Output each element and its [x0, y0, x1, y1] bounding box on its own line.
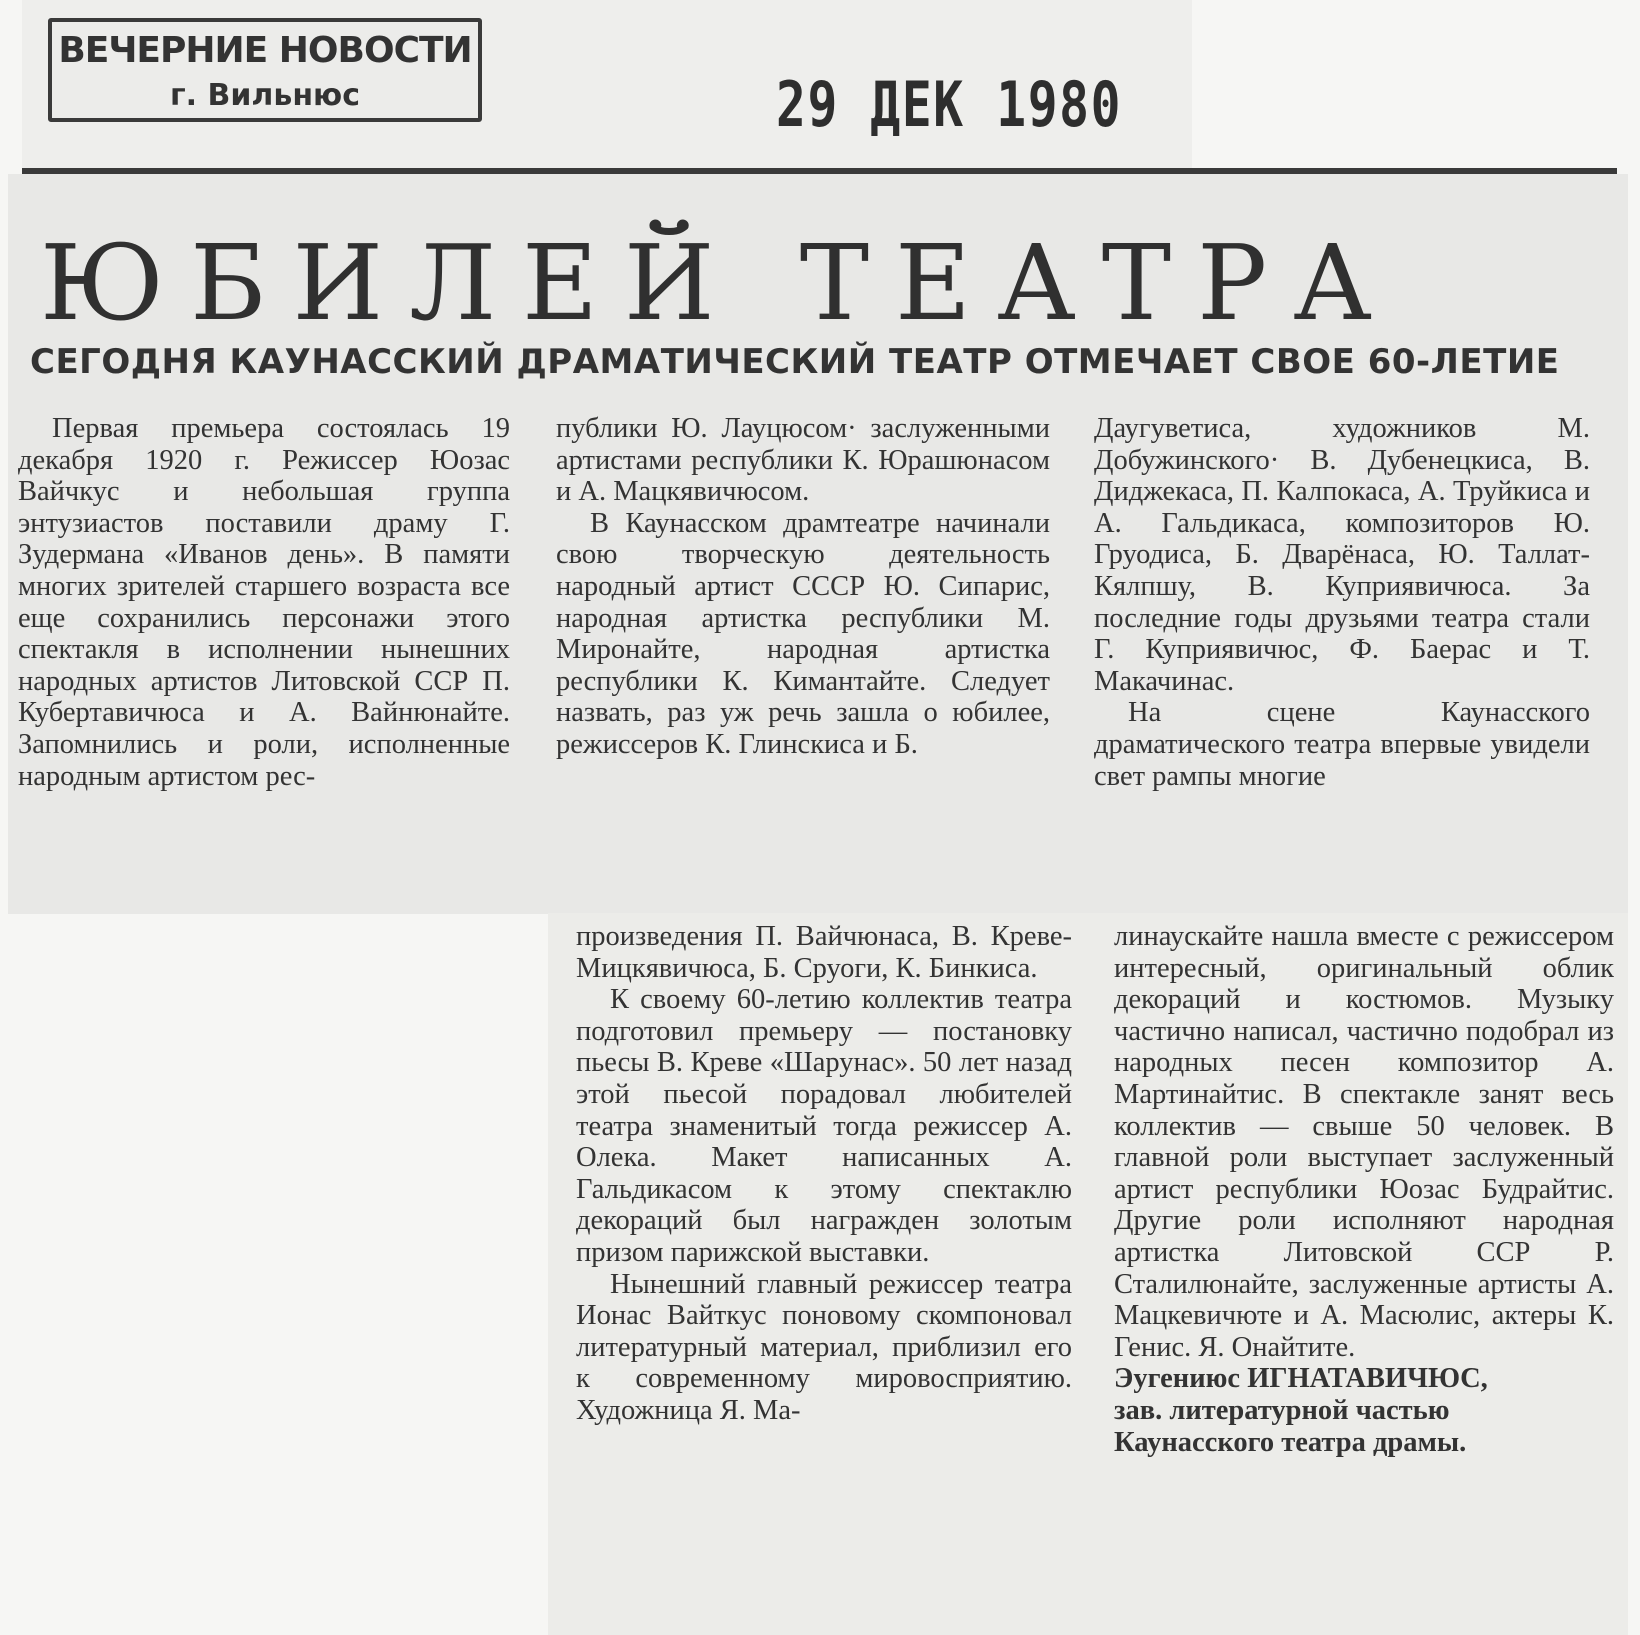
- article-column-3: [1094, 413, 1590, 792]
- author-signature: [1114, 1363, 1614, 1458]
- author-position: зав. литературной частью: [1114, 1394, 1450, 1426]
- paragraph: К своему 60-летию коллектив театра подготовил премьеру — постановку пьесы В. Креве «Шарунас». 50 лет назад этой пьесой порадовал любителей театра знаменитый тогда режиссер А. Олека. Макет написанных А. Гальдикасом к этому спектаклю декораций был награжден золотым призом парижской выставки.: [576, 984, 1072, 1268]
- paragraph: На сцене Каунасского драматического театра впервые увидели свет рампы многие: [1094, 697, 1590, 792]
- article-column-5: [1114, 921, 1614, 1458]
- date-stamp: 29 ДЕК 1980: [776, 68, 1123, 141]
- author-name: Эугениюс ИГНАТАВИЧЮС,: [1114, 1363, 1488, 1395]
- article-column-4: [576, 921, 1072, 1427]
- stamp-city: г. Вильнюс: [169, 78, 361, 113]
- newspaper-stamp: [48, 18, 482, 122]
- article-column-2: [556, 413, 1050, 761]
- paragraph: Нынешний главный режиссер театра Ионас Вайткус поновому скомпоновал литературный материал, приблизил его к современному мировосприятию. Художница Я. Ма-: [576, 1268, 1072, 1426]
- article-column-1: [18, 413, 510, 792]
- article-title: ЮБИЛЕЙ ТЕАТРА: [40, 222, 1398, 344]
- divider-rule: [22, 168, 1617, 174]
- paragraph: публики Ю. Лауцюсом· заслуженными артистами республики К. Юрашюнасом и А. Мацкявичюсом.: [556, 413, 1050, 508]
- author-organization: Каунасского театра драмы.: [1114, 1426, 1467, 1458]
- stamp-newspaper-name: ВЕЧЕРНИЕ НОВОСТИ: [58, 30, 472, 71]
- paragraph: произведения П. Вайчюнаса, В. Креве-Мицкявичюса, Б. Сруоги, К. Бинкиса.: [576, 921, 1072, 984]
- paragraph: линаускайте нашла вместе с режиссером интересный, оригинальный облик декораций и костюмов. Музыку частично написал, частично подобрал из народных песен композитор А. Мартинайтис. В спектакле занят весь коллектив — свыше 50 человек. В главной роли выступает заслуженный артист республики Юозас Будрайтис. Другие роли исполняют народная артистка Литовской ССР Р. Сталилюнайте, заслуженные артисты А. Мацкевичюте и А. Масюлис, актеры К. Генис. Я. Онайтите.: [1114, 921, 1614, 1363]
- article-subtitle: СЕГОДНЯ КАУНАССКИЙ ДРАМАТИЧЕСКИЙ ТЕАТР ОТМЕЧАЕТ СВОЕ 60-ЛЕТИЕ: [30, 342, 1560, 382]
- paragraph: В Каунасском драмтеатре начинали свою творческую деятельность народный артист СССР Ю. Сипарис, народная артистка республики М. Миронайте, народная артистка республики К. Кимантайте. Следует назвать, раз уж речь зашла о юбилее, режиссеров К. Глинскиса и Б.: [556, 507, 1050, 760]
- paragraph: Первая премьера состоялась 19 декабря 1920 г. Режиссер Юозас Вайчкус и небольшая группа энтузиастов поставили драму Г. Зудермана «Иванов день». В памяти многих зрителей старшего возраста все еще сохранились персонажи этого спектакля в исполнении нынешних народных артистов Литовской ССР П. Кубертавичюса и А. Вайнюнайте. Запомнились и роли, исполненные народным артистом рес-: [18, 413, 510, 792]
- paragraph: Даугуветиса, художников М. Добужинского· В. Дубенецкиса, В. Диджекаса, П. Калпокаса, А. Труйкиса и А. Гальдикаса, композиторов Ю. Груодиса, Б. Дварёнаса, Ю. Таллат-Кялпшу, В. Куприявичюса. За последние годы друзьями театра стали Г. Куприявичюс, Ф. Баерас и Т. Макачинас.: [1094, 413, 1590, 697]
